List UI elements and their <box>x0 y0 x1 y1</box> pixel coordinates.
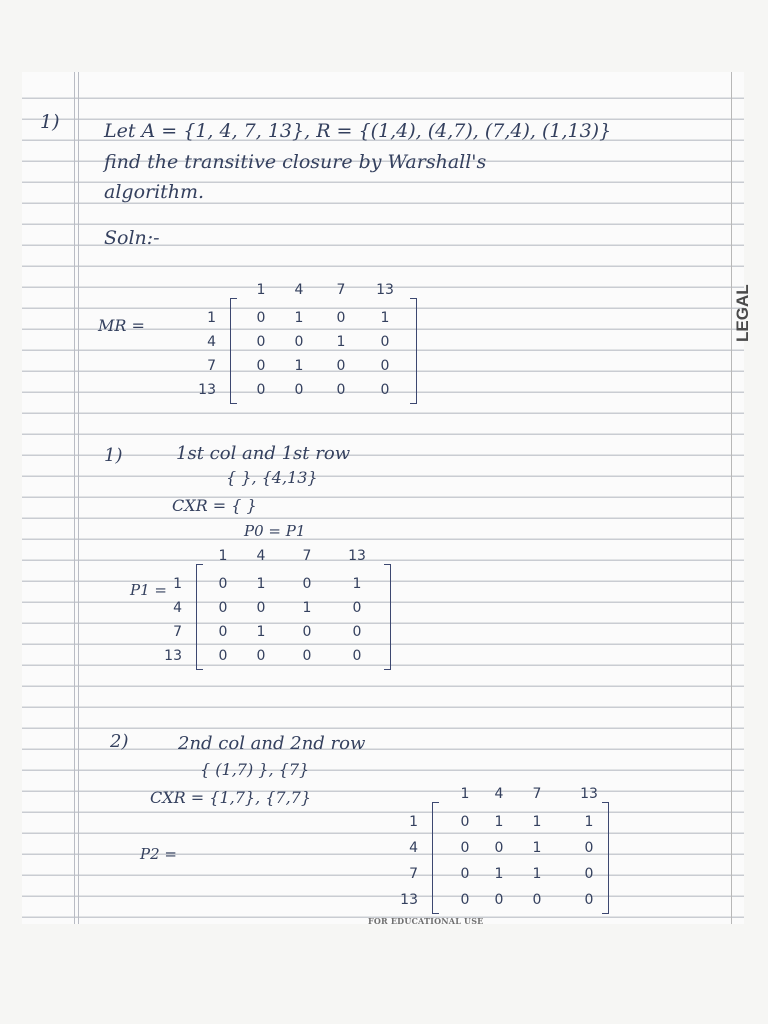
matrix-row-label: 13 <box>198 382 216 398</box>
matrix-cell: 0 <box>336 358 346 374</box>
matrix-column-header: 7 <box>336 282 346 298</box>
question-line-1: Let A = {1, 4, 7, 13}, R = {(1,4), (4,7), (7,4), (1,13)} <box>104 120 612 142</box>
matrix-cell: 0 <box>294 382 304 398</box>
matrix-cell: 0 <box>256 382 266 398</box>
matrix-column-header: 7 <box>532 786 542 802</box>
question-line-3: algorithm. <box>104 181 205 203</box>
solution-label: Soln:- <box>104 227 160 249</box>
question-line-2: find the transitive closure by Warshall's <box>104 151 487 173</box>
matrix-column-header: 1 <box>460 786 470 802</box>
matrix-cell: 0 <box>494 840 504 856</box>
p1-label: P1 = <box>130 581 167 599</box>
matrix-right-bracket <box>410 298 417 404</box>
matrix-cell: 0 <box>584 840 594 856</box>
matrix-cell: 0 <box>256 358 266 374</box>
matrix-row-label: 4 <box>409 840 418 856</box>
matrix-cell: 0 <box>218 600 228 616</box>
matrix-cell: 0 <box>460 866 470 882</box>
matrix-cell: 0 <box>302 648 312 664</box>
matrix-left-bracket <box>432 802 439 914</box>
matrix-cell: 1 <box>352 576 362 592</box>
matrix-cell: 1 <box>532 840 542 856</box>
step2-sets: { (1,7) }, {7} <box>200 760 310 779</box>
matrix-cell: 0 <box>302 576 312 592</box>
p2-label: P2 = <box>140 845 177 863</box>
step1-number: 1) <box>104 445 123 466</box>
matrix-row-label: 4 <box>173 600 182 616</box>
matrix-column-header: 4 <box>294 282 304 298</box>
matrix-cell: 1 <box>302 600 312 616</box>
matrix-column-header: 1 <box>218 548 228 564</box>
matrix-cell: 0 <box>256 600 266 616</box>
matrix-column-header: 7 <box>302 548 312 564</box>
matrix-cell: 1 <box>256 576 266 592</box>
matrix-cell: 0 <box>380 358 390 374</box>
matrix-row-label: 1 <box>409 814 418 830</box>
matrix-cell: 1 <box>294 358 304 374</box>
matrix-row-label: 1 <box>207 310 216 326</box>
matrix-cell: 0 <box>336 382 346 398</box>
step2-title: 2nd col and 2nd row <box>178 733 366 754</box>
p2-matrix <box>388 786 628 918</box>
step1-cxr: CXR = { } <box>172 496 257 515</box>
step2-number: 2) <box>110 731 129 752</box>
matrix-cell: 1 <box>584 814 594 830</box>
matrix-cell: 0 <box>294 334 304 350</box>
matrix-cell: 0 <box>584 866 594 882</box>
matrix-cell: 1 <box>532 866 542 882</box>
step2-cxr: CXR = {1,7}, {7,7} <box>150 788 312 807</box>
matrix-left-bracket <box>230 298 237 404</box>
matrix-column-header: 1 <box>256 282 266 298</box>
matrix-cell: 0 <box>218 576 228 592</box>
matrix-cell: 0 <box>256 334 266 350</box>
matrix-cell: 0 <box>494 892 504 908</box>
step1-sets: { }, {4,13} <box>226 468 318 487</box>
matrix-cell: 1 <box>532 814 542 830</box>
matrix-cell: 0 <box>352 648 362 664</box>
matrix-cell: 0 <box>302 624 312 640</box>
matrix-row-label: 1 <box>173 576 182 592</box>
matrix-cell: 1 <box>256 624 266 640</box>
p1-matrix <box>152 548 402 674</box>
question-number: 1) <box>40 111 60 133</box>
mr-matrix <box>186 282 436 408</box>
matrix-cell: 0 <box>584 892 594 908</box>
matrix-column-header: 4 <box>256 548 266 564</box>
matrix-row-label: 13 <box>400 892 418 908</box>
step1-equation: P0 = P1 <box>244 522 306 540</box>
matrix-cell: 1 <box>494 814 504 830</box>
matrix-row-label: 4 <box>207 334 216 350</box>
margin-line <box>74 72 75 924</box>
matrix-row-label: 13 <box>164 648 182 664</box>
matrix-cell: 0 <box>256 648 266 664</box>
matrix-cell: 1 <box>494 866 504 882</box>
edge-label: LEGAL <box>733 284 752 342</box>
matrix-right-bracket <box>384 564 391 670</box>
matrix-cell: 0 <box>380 334 390 350</box>
matrix-cell: 0 <box>336 310 346 326</box>
matrix-row-label: 7 <box>173 624 182 640</box>
matrix-cell: 0 <box>218 624 228 640</box>
step1-title: 1st col and 1st row <box>176 443 351 464</box>
matrix-column-header: 13 <box>348 548 366 564</box>
sheet-edge <box>731 72 732 924</box>
matrix-column-header: 4 <box>494 786 504 802</box>
matrix-row-label: 7 <box>409 866 418 882</box>
matrix-column-header: 13 <box>376 282 394 298</box>
matrix-cell: 0 <box>218 648 228 664</box>
matrix-column-header: 13 <box>580 786 598 802</box>
matrix-cell: 0 <box>256 310 266 326</box>
matrix-cell: 0 <box>460 892 470 908</box>
matrix-cell: 0 <box>460 814 470 830</box>
matrix-cell: 0 <box>380 382 390 398</box>
matrix-cell: 1 <box>336 334 346 350</box>
matrix-cell: 1 <box>294 310 304 326</box>
matrix-left-bracket <box>196 564 203 670</box>
matrix-cell: 0 <box>460 840 470 856</box>
matrix-cell: 0 <box>352 600 362 616</box>
matrix-cell: 1 <box>380 310 390 326</box>
margin-line <box>78 72 79 924</box>
matrix-row-label: 7 <box>207 358 216 374</box>
matrix-cell: 0 <box>352 624 362 640</box>
matrix-cell: 0 <box>532 892 542 908</box>
footer-text: FOR EDUCATIONAL USE <box>368 916 484 926</box>
mr-label: MR = <box>98 316 145 335</box>
